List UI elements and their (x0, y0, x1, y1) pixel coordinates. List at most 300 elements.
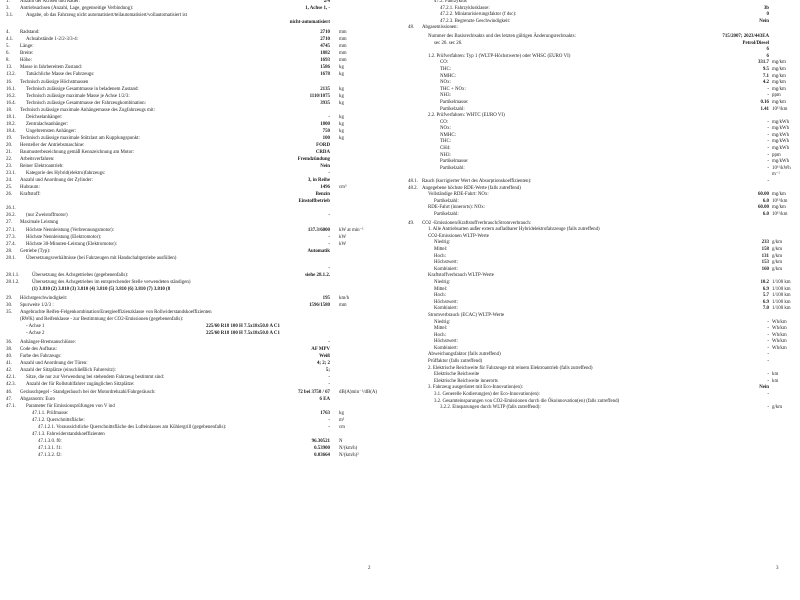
field-value: nicht-automatisiert (289, 20, 330, 26)
field-value: Benzin (315, 192, 330, 198)
field-row (408, 255, 800, 262)
field-label: NMHC: (440, 132, 457, 138)
field-label: 3.2. Gesamteinsparungen von CO2-Emissionen durch die Ökoinnovation(en) (falls zutreffend) (434, 398, 620, 404)
field-value: 5; (325, 368, 330, 374)
field-label: Ungebremsten Anhänger: (26, 128, 77, 134)
field-value: - (328, 417, 330, 423)
field-row (6, 214, 405, 221)
field-label: Kombiniert: (434, 266, 458, 272)
field-value: 1, Achse 1, - (305, 6, 330, 12)
field-label: Niedrig: (434, 240, 451, 246)
field-value: 2710 (320, 37, 330, 43)
field-row (408, 55, 800, 62)
field-label: CH4: (440, 146, 451, 152)
field-label: 3. Fahrzeug ausgerüstet mit Eco-Innovation(en): (428, 385, 523, 391)
field-label: Elektrische Reichweite (434, 372, 480, 378)
field-number: 27.1. (6, 227, 16, 233)
field-unit: Wh/km (772, 339, 787, 345)
field-value: 60.00 (757, 192, 769, 198)
field-value: 1800 (320, 121, 330, 127)
field-label: Höhe: (20, 58, 32, 64)
field-label: 47.2.3. Begrenzte Geschwindigkeit: (440, 18, 511, 24)
field-row (408, 235, 800, 242)
field-value: 1693 (320, 58, 330, 64)
field-value: - (767, 372, 769, 378)
left-column (6, 0, 405, 572)
field-unit: m⁻¹ (772, 172, 780, 178)
field-number: 23.1. (6, 171, 16, 177)
field-value: 1496 (320, 185, 330, 191)
field-number: 1. (6, 0, 10, 4)
field-row (408, 327, 800, 334)
field-unit: 1/100 km (772, 293, 791, 299)
field-label: Angebrachte Reifen-Felgenkombination/Energieeffizienzklasse von Rollwiderstandskoeffizienten (20, 310, 212, 316)
field-row (6, 158, 405, 165)
field-number: 42. (6, 368, 13, 374)
field-label: Technisch zulässige maximale Anhängemasse des Zugfahrzeugs mit: (20, 107, 155, 113)
field-number: 36. (6, 340, 13, 346)
field-number: 42.3. (6, 382, 16, 388)
field-row (6, 21, 405, 28)
field-value: 10.2 (760, 279, 769, 285)
field-value: - (328, 340, 330, 346)
field-number: 8. (6, 58, 10, 64)
field-label: Hersteller der Antriebsmaschine: (20, 142, 85, 148)
field-value: 6.9 (762, 286, 769, 292)
field-unit: m² (339, 417, 345, 423)
field-unit: mg/km (772, 66, 786, 72)
field-value: - (767, 326, 769, 332)
field-row (408, 81, 800, 88)
field-label: THC + NOx: (440, 86, 466, 92)
field-value: - (328, 265, 330, 271)
field-number: 41. (6, 361, 13, 367)
field-row (408, 281, 800, 288)
field-unit: mg/km (772, 205, 786, 211)
field-value: - (767, 339, 769, 345)
field-row (408, 167, 800, 174)
field-value: - (767, 345, 769, 351)
field-row (408, 294, 800, 301)
field-unit: kg (339, 93, 344, 99)
field-number: 21. (6, 149, 13, 155)
field-value: 4.2 (762, 80, 769, 86)
field-unit: ppm (772, 152, 781, 158)
field-row (408, 274, 800, 281)
field-label: Nummer des Basisrechtsakts und des letzten gültigen Änderungsrechtsakts: (428, 33, 576, 39)
field-unit: mg/km (772, 60, 786, 66)
field-label: 47.1.3.0. f0: (38, 438, 62, 444)
field-number: 3. (6, 6, 10, 12)
field-unit: mm (339, 37, 347, 43)
field-number: 30. (6, 302, 13, 308)
field-value: 4745 (320, 44, 330, 50)
field-number: 48. (408, 25, 415, 31)
field-number: 16.4. (6, 100, 16, 106)
field-number: 4.1. (6, 37, 14, 43)
field-label: Geräuschpegel - Standgeräusch bei der Motordrehzahl/Fahrgeräusch: (20, 389, 156, 395)
field-number: 16.2. (6, 93, 16, 99)
field-label: Technisch zulässige Gesamtmasse in beladenem Zustand: (26, 86, 139, 92)
field-number: 18. (6, 107, 13, 113)
field-value: 233 (761, 240, 769, 246)
field-value: 96.30521 (311, 438, 330, 444)
field-value: 72 bei 3750 / 67 (297, 389, 330, 395)
field-row (6, 151, 405, 158)
field-value: Fremdzündung (297, 157, 330, 163)
field-value: 100 (322, 135, 330, 141)
field-unit: kW at min⁻¹ (339, 227, 364, 233)
field-unit: dB(A)min⁻¹/dB(A) (339, 389, 378, 395)
field-label: (RWK) und Reifenklasse - zur Bestimmung der CO2-Emissionen (gegebenenfalls): (20, 317, 184, 323)
field-label: NOx: (440, 126, 451, 132)
field-value: siehe 28.1.2. (305, 272, 330, 278)
field-label: - Achse 2 (26, 331, 45, 337)
field-label: Hoch: (434, 253, 446, 259)
field-label: 2. Elektrische Reichweite für Fahrzeuge mit reinem Elektroantrieb (falls zutreffend) (428, 365, 593, 371)
field-number: 26.2. (6, 213, 16, 219)
field-unit: 10¹¹/km (772, 212, 788, 217)
page-number-right: 3 (776, 566, 779, 571)
field-unit: mg/kWh (772, 139, 790, 145)
field-row (6, 243, 405, 250)
tire-spec: 225/60 R18 100 H 7.5x18x50.0 A C1 (206, 324, 280, 330)
field-value: Einstoffbetrieb (298, 199, 330, 205)
field-number: 22. (6, 157, 13, 163)
field-unit: kW (339, 241, 347, 247)
field-value: 1763 (320, 410, 330, 416)
field-value: 5.7 (762, 293, 769, 299)
field-unit: mg/kWh (772, 119, 790, 125)
field-value: 0 (766, 12, 769, 18)
field-value: 3935 (320, 100, 330, 106)
field-label: Niedrig: (434, 319, 451, 325)
field-label: Höchstgeschwindigkeit: (20, 295, 68, 301)
field-label: Radstand: (20, 30, 40, 36)
field-row (408, 35, 800, 42)
field-label: Partikelzahl: (440, 106, 465, 112)
field-number: 20. (6, 142, 13, 148)
field-unit: mg/km (772, 73, 786, 79)
field-label: Höchste Nennleistung (Verbrennungsmotor): (26, 227, 115, 233)
field-unit: mm (339, 30, 347, 36)
field-value: 3, in Reihe (307, 178, 330, 184)
field-unit: mm (339, 51, 347, 57)
field-number: 28.1.2. (6, 279, 20, 285)
field-value: - (767, 392, 769, 398)
field-label: CO2-Emissionen WLTP-Werte (428, 233, 489, 239)
field-row (408, 261, 800, 268)
field-number: 24. (6, 178, 13, 184)
field-label: Höchstwert: (434, 299, 458, 305)
field-label: Höchstwert: (434, 260, 458, 266)
field-label: Technisch zulässige Höchstmassen (20, 79, 89, 85)
field-value: - (767, 126, 769, 132)
field-label: Übersetzung des Achsgetriebes im entsprechender Stelle verwendeten ständigen) (32, 279, 191, 285)
field-unit: cm (339, 424, 345, 430)
field-label: Code des Aufbaus: (20, 347, 57, 353)
field-label: 47.1.3.2. f2: (38, 452, 62, 458)
field-value: 60.00 (757, 205, 769, 211)
field-unit: 10¹¹/km (772, 198, 788, 204)
field-unit: kg (339, 121, 344, 127)
field-number: 5. (6, 44, 10, 50)
field-value: 160 (761, 266, 769, 272)
field-unit: Wh/km (772, 345, 787, 351)
tire-spec: 225/60 R18 100 H 7.5x18x50.0 A C1 (206, 331, 280, 337)
field-number: 6. (6, 51, 10, 57)
field-label: Breite: (20, 51, 34, 57)
field-label: NMHC: (440, 73, 457, 79)
field-value: - (767, 179, 769, 185)
field-label: RDE-Fahrt (innerorts): NOx: (428, 205, 486, 211)
field-row (408, 206, 800, 213)
field-value: 2/4 (323, 0, 330, 4)
field-value: 1.41 (760, 106, 769, 112)
right-column (408, 0, 800, 572)
field-unit: g/km (772, 266, 783, 272)
field-row (408, 147, 800, 154)
field-row (408, 321, 800, 328)
field-value: 3b (763, 5, 769, 11)
field-label: Abgasnorm: Euro (20, 396, 55, 402)
field-unit: mg/km (772, 99, 786, 105)
field-value: - (328, 382, 330, 388)
field-value: 9.5 (762, 66, 769, 72)
field-value: 2135 (320, 86, 330, 92)
page-number-left: 2 (368, 566, 371, 571)
field-label: Rauch (korrigierter Wert des Absorptionskoeffizienten): (422, 179, 532, 185)
field-unit: mg/kWh (772, 146, 790, 152)
field-number: 49. (408, 220, 415, 226)
field-value: - (767, 319, 769, 325)
field-row (6, 257, 405, 264)
field-label: Partikelzahl: (440, 165, 465, 171)
field-label: Kategorie des Hybrid(elektro)fahrzeugs: (26, 171, 106, 177)
field-label: 47.1.2. Querschnittsfläche: (32, 417, 85, 423)
field-unit: Wh/km (772, 326, 787, 332)
field-label: NOx: (440, 80, 451, 86)
field-row (6, 348, 405, 355)
field-row (408, 406, 800, 413)
field-unit: mm (339, 58, 347, 64)
field-unit: km/h (339, 295, 350, 301)
field-number: 13. (6, 65, 13, 71)
field-number: 42.1. (6, 375, 16, 381)
field-label: 47.1.3. Fahrwiderstandskoeffizienten (32, 431, 105, 437)
field-value: - (328, 171, 330, 177)
field-number: 27.4. (6, 241, 16, 247)
field-unit: cm³ (339, 185, 347, 191)
field-value: 6 (766, 53, 769, 59)
field-number: 25. (6, 185, 13, 191)
field-value: 750 (322, 128, 330, 134)
field-label: 3.2.2. Einsparungen durch WLTP (falls zutreffend): (440, 405, 541, 411)
field-label: Deichselanhänger: (26, 114, 63, 120)
field-label: Parameter für Emissionsprüfungen von V ind (26, 403, 115, 409)
field-value: 4; 2; 2 (316, 361, 330, 367)
field-label: 47.1.1. Prüfmasse: (32, 410, 69, 416)
field-unit: mm (339, 302, 347, 308)
field-value: 0.53900 (314, 445, 330, 451)
field-value: - (767, 152, 769, 158)
field-unit: 1/100 km (772, 299, 791, 305)
field-unit: 10¹¹/kWh (772, 165, 791, 171)
field-value: - (328, 234, 330, 240)
field-number: 18.2. (6, 121, 16, 127)
field-label: Arbeitsverfahren: (20, 157, 55, 163)
field-label: Höchste Nennleistung (Elektromotor): (26, 234, 102, 240)
field-unit: mg/kWh (772, 159, 790, 165)
field-unit: mg/kWh (772, 126, 790, 132)
field-label: - Achse 1 (26, 324, 45, 330)
field-unit: Wh/km (772, 319, 787, 325)
field-value: 131 (761, 253, 769, 259)
field-unit: N/(km/h)² (339, 452, 359, 458)
field-label: Abgasemissionen: (422, 25, 458, 31)
field-value: - (328, 375, 330, 381)
field-unit: mg/km (772, 80, 786, 86)
field-value: - (767, 405, 769, 411)
field-row (6, 332, 405, 339)
field-label: Partikelzahl: (434, 198, 459, 204)
field-value: 6 EA (319, 396, 330, 402)
field-row (408, 193, 800, 200)
field-number: 26.1. (6, 206, 16, 212)
field-row (408, 42, 800, 49)
field-label: Technisch zulässige Gesamtmasse der Fahrzeugkombination: (26, 100, 146, 106)
field-row (408, 114, 800, 121)
field-row (6, 341, 405, 348)
field-unit: g/km (772, 246, 783, 252)
field-label: Mittel: (434, 326, 448, 332)
field-value: - (767, 146, 769, 152)
field-value: Automatik (307, 248, 330, 254)
field-row (6, 14, 405, 21)
field-label: Sitze, die nur zur Verwendung bei stehendem Fahrzeug bestimmt sind: (26, 375, 165, 381)
field-label: Kraftstoffverbrauch WLTP-Werte (428, 273, 494, 279)
field-row (408, 121, 800, 128)
field-label: Tatsächliche Masse des Fahrzeugs: (26, 72, 95, 78)
field-label: Höchstwert: (434, 339, 458, 345)
field-unit: g/km (772, 405, 783, 411)
field-unit: N/(km/h) (339, 445, 358, 451)
field-label: Masse in fahrbereitem Zustand: (20, 65, 83, 71)
field-label: Mittel: (434, 286, 448, 292)
field-value: - (767, 139, 769, 145)
field-label: Übersetzung des Achsgetriebes (gegebenenfalls): (32, 272, 129, 278)
field-row (408, 68, 800, 75)
field-label: Niedrig: (434, 279, 451, 285)
field-row (408, 75, 800, 82)
field-value: - (328, 114, 330, 120)
field-value: 6.0 (762, 198, 769, 204)
field-unit: 1/100 km (772, 279, 791, 285)
field-row (408, 334, 800, 341)
field-value: 1586 (320, 65, 330, 71)
field-value: AF MPV (311, 347, 330, 353)
field-number: 48.1. (408, 179, 418, 185)
field-row (408, 134, 800, 141)
field-value: 331.7 (757, 60, 769, 66)
field-value: 6.0 (762, 212, 769, 217)
field-value: 158 (761, 246, 769, 252)
field-unit: 10¹¹/km (772, 106, 788, 112)
field-label: 3.1. Generelle Kodierung(en) der Eco-Innovation(en): (434, 392, 540, 398)
field-number: 28.1. (6, 255, 16, 261)
field-label: Anzahl der für Rollstuhlfahrer zugänglichen Sitzplätze: (26, 382, 135, 388)
field-label: Kombiniert: (434, 345, 458, 351)
field-number: 48.2. (408, 185, 418, 191)
field-label: 47.2. Fahrzyklus (434, 0, 467, 4)
field-value: Weiß (319, 354, 330, 360)
field-label: Mittel: (434, 246, 448, 252)
field-value: 2710 (320, 30, 330, 36)
field-number: 27.3. (6, 234, 16, 240)
field-label: CO: (440, 119, 449, 125)
field-label: Anhänger-Bremsanschlüsse: (20, 340, 76, 346)
field-value: 0.16 (760, 99, 769, 105)
field-row (408, 88, 800, 95)
field-label: Partikelmasse: (440, 159, 469, 165)
field-label: 2.2. Prüfverfahren: WHTC (EURO VI) (428, 113, 505, 119)
field-row (408, 127, 800, 134)
field-label: Farbe des Fahrzeugs: (20, 354, 62, 360)
field-unit: kg (339, 135, 344, 141)
field-label: Partikelzahl: (434, 212, 459, 217)
field-label: Partikelmasse: (440, 99, 469, 105)
field-label: (nur Zweistoffmotor) (26, 213, 68, 219)
field-label: 47.2.2. Miniaturisierungsfaktor (f dsc): (440, 12, 517, 18)
field-label: THC: (440, 66, 452, 72)
field-unit: g/km (772, 253, 783, 259)
field-unit: kg (339, 128, 344, 134)
field-unit: g/km (772, 260, 783, 266)
field-number: 13.2. (6, 72, 16, 78)
field-value: 7.1 (762, 73, 769, 79)
field-row (6, 288, 405, 295)
field-row (408, 288, 800, 295)
field-value: Nein (759, 18, 769, 24)
field-label: Getriebe (Typ): (20, 248, 51, 254)
field-value: 6 (766, 47, 769, 53)
field-label: Angegebene höchste RDE-Werte (falls zutreffend) (422, 185, 521, 191)
field-number: 29. (6, 295, 13, 301)
field-label: sec 26. sec 26. (434, 40, 463, 46)
field-unit: kg (339, 72, 344, 78)
field-number: 38. (6, 347, 13, 353)
field-label: Prüffaktor (falls zutreffend) (428, 359, 483, 365)
field-value: CRDA (315, 149, 330, 155)
field-unit: kg (339, 410, 344, 416)
field-label: Elektrische Reichweite innerorts (434, 378, 498, 384)
field-value: - (328, 241, 330, 247)
field-label: 47.1.2.1. Voraussichtliche Querschnittsfläche des Lufteinlasses am Kühlergrill (gegebenenfalls): (38, 424, 227, 430)
field-value: 153 (761, 260, 769, 266)
field-row (408, 26, 800, 33)
field-row (408, 241, 800, 248)
field-row (6, 200, 405, 207)
field-number: 16. (6, 79, 13, 85)
field-unit: mm (339, 44, 347, 50)
field-number: 28. (6, 248, 13, 254)
field-row (408, 248, 800, 255)
field-label: 47.1.3.1. f1: (38, 445, 62, 451)
field-label: Technisch zulässige maximale Stützlast am Kupplungspunkt: (20, 135, 140, 141)
field-label: 1. Alle Antriebsarten außer extern aufladbarer Hybridelektrofahrzeuge (falls zutreffend) (428, 227, 600, 233)
field-label: Hubraum: (20, 185, 40, 191)
field-unit: ppm (772, 93, 781, 99)
